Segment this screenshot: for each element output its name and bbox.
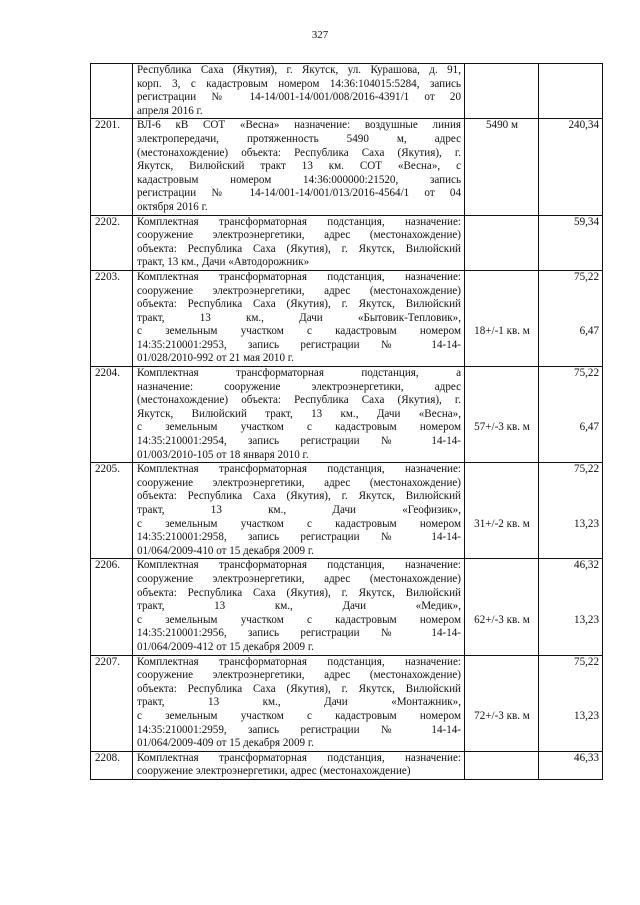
description-line: (местонахождение) объекта: Республика Саха (Якутия), г. xyxy=(137,394,461,407)
quantity-value xyxy=(469,285,535,299)
quantity-value xyxy=(469,600,535,614)
row-description xyxy=(133,215,465,270)
cost-value xyxy=(543,683,599,697)
quantity-value xyxy=(469,312,535,326)
description-line: 01/028/2010-992 от 21 мая 2010 г. xyxy=(137,352,294,365)
cost-value: 240,34 xyxy=(568,119,599,132)
cost-value: 46,32 xyxy=(574,559,599,572)
description-line: Якутск, Вилюйский тракт, 13 км., Дачи «Весна», xyxy=(137,407,461,420)
row-number: 2207. xyxy=(91,655,133,751)
table-row xyxy=(91,655,603,751)
description-line: регистрации № 14-14/001-14/001/008/2016-4391/1 от 20 xyxy=(137,91,461,104)
row-value xyxy=(539,751,603,779)
description-line: тракт, 13 км., Дачи «Бытовик-Тепловик», xyxy=(137,311,461,324)
description-line: с земельным участком с кадастровым номером xyxy=(137,517,461,530)
row-value xyxy=(539,119,603,215)
quantity-value xyxy=(469,669,535,683)
table-row xyxy=(91,751,603,779)
description-line: сооружение электроэнергетики, адрес (местонахождение) xyxy=(137,229,461,242)
row-quantity xyxy=(465,559,539,655)
row-number: 2203. xyxy=(91,270,133,366)
quantity-value: 31+/-2 кв. м xyxy=(474,517,530,530)
row-quantity xyxy=(465,751,539,779)
description-line: объекта: Республика Саха (Якутия), г. Якутск, Вилюйский xyxy=(137,682,461,695)
quantity-value xyxy=(469,490,535,504)
description-line: 01/064/2009-409 от 15 декабря 2009 г. xyxy=(137,737,314,750)
property-registry-table xyxy=(90,63,603,780)
quantity-value xyxy=(469,696,535,710)
description-line: 01/064/2009-412 от 15 декабря 2009 г. xyxy=(137,640,314,653)
row-number: 2204. xyxy=(91,367,133,463)
cost-value xyxy=(543,408,599,422)
row-description xyxy=(133,751,465,779)
cost-value xyxy=(543,285,599,299)
row-number: 2206. xyxy=(91,559,133,655)
cost-value: 59,34 xyxy=(574,215,599,228)
cost-value xyxy=(543,394,599,408)
cost-value xyxy=(543,573,599,587)
description-line: тракт, 13 км., Дачи «Автодорожник» xyxy=(137,256,310,269)
row-value xyxy=(539,559,603,655)
description-line: 14:35:210001:2956, запись регистрации № 14-14- xyxy=(137,627,461,640)
quantity-value: 72+/-3 кв. м xyxy=(474,709,530,722)
description-line: тракт, 13 км., Дачи «Монтажник», xyxy=(137,696,461,709)
row-number: 2201. xyxy=(91,119,133,215)
row-value xyxy=(539,215,603,270)
description-line: сооружение электроэнергетики, адрес (местонахождение) xyxy=(137,669,461,682)
quantity-value: 57+/-3 кв. м xyxy=(474,421,530,434)
description-line: октября 2016 г. xyxy=(137,200,208,213)
row-quantity xyxy=(465,270,539,366)
cost-value xyxy=(543,504,599,518)
description-line: 14:35:210001:2954, запись регистрации № 14-14- xyxy=(137,435,461,448)
quantity-value xyxy=(469,394,535,408)
quantity-value: 18+/-1 кв. м xyxy=(474,325,530,338)
row-value xyxy=(539,64,603,119)
description-line: объекта: Республика Саха (Якутия), г. Якутск, Вилюйский xyxy=(137,298,461,311)
description-line: корп. 3, с кадастровым номером 14:36:104015:5284, запись xyxy=(137,77,461,90)
description-line: 01/003/2010-105 от 18 января 2010 г. xyxy=(137,448,309,461)
table-row xyxy=(91,367,603,463)
row-quantity xyxy=(465,215,539,270)
row-description xyxy=(133,463,465,559)
quantity-value xyxy=(469,504,535,518)
cost-value: 46,33 xyxy=(574,751,599,764)
description-line: 14:35:210001:2959, запись регистрации № 14-14- xyxy=(137,723,461,736)
description-line: Комплектная трансформаторная подстанция, назначение: xyxy=(137,463,461,476)
description-line: Комплектная трансформаторная подстанция, назначение: xyxy=(137,215,461,228)
table-row xyxy=(91,215,603,270)
row-description xyxy=(133,655,465,751)
quantity-value xyxy=(469,559,535,573)
description-line: Комплектная трансформаторная подстанция, назначение: xyxy=(137,655,461,668)
cost-value: 13,23 xyxy=(574,517,599,530)
description-line: регистрации № 14-14/001-14/001/013/2016-4564/1 от 04 xyxy=(137,187,461,200)
description-line: с земельным участком с кадастровым номером xyxy=(137,613,461,626)
cost-value xyxy=(543,587,599,601)
table-row xyxy=(91,559,603,655)
table-row xyxy=(91,64,603,119)
cost-value: 75,22 xyxy=(574,655,599,668)
table-row xyxy=(91,270,603,366)
row-description xyxy=(133,367,465,463)
quantity-value xyxy=(469,683,535,697)
description-line: (местонахождение) объекта: Республика Саха (Якутия), г. xyxy=(137,146,461,159)
row-quantity xyxy=(465,463,539,559)
row-number: 2205. xyxy=(91,463,133,559)
description-line: сооружение электроэнергетики, адрес (местонахождение) xyxy=(137,765,411,778)
row-quantity xyxy=(465,119,539,215)
row-number: 2208. xyxy=(91,751,133,779)
quantity-value: 5490 м xyxy=(486,119,518,132)
cost-value xyxy=(543,696,599,710)
row-value xyxy=(539,463,603,559)
description-line: Комплектная трансформаторная подстанция, назначение: xyxy=(137,751,461,764)
row-value xyxy=(539,655,603,751)
description-line: с земельным участком с кадастровым номером xyxy=(137,325,461,338)
description-line: Комплектная трансформаторная подстанция, назначение: xyxy=(137,559,461,572)
description-line: объекта: Республика Саха (Якутия), г. Якутск, Вилюйский xyxy=(137,490,461,503)
description-line: апреля 2016 г. xyxy=(137,104,203,117)
cost-value xyxy=(543,600,599,614)
description-line: тракт, 13 км., Дачи «Медик», xyxy=(137,600,461,613)
cost-value: 6,47 xyxy=(579,325,599,338)
row-description xyxy=(133,64,465,119)
quantity-value xyxy=(469,477,535,491)
row-value xyxy=(539,270,603,366)
description-line: сооружение электроэнергетики, адрес (местонахождение) xyxy=(137,572,461,585)
quantity-value xyxy=(469,271,535,285)
description-line: тракт, 13 км., Дачи «Геофизик», xyxy=(137,504,461,516)
quantity-value xyxy=(469,367,535,381)
description-line: 14:35:210001:2958, запись регистрации № 14-14- xyxy=(137,531,461,544)
quantity-value: 62+/-3 кв. м xyxy=(474,613,530,626)
table-row xyxy=(91,119,603,215)
page-number: 327 xyxy=(311,29,329,41)
description-line: сооружение электроэнергетики, адрес (местонахождение) xyxy=(137,476,461,489)
cost-value xyxy=(543,298,599,312)
description-line: Комплектная трансформаторная подстанция, назначение: xyxy=(137,270,461,283)
description-line: Якутск, Вилюйский тракт 13 км. СОТ «Весна», с xyxy=(137,160,461,173)
description-line: Комплектная трансформаторная подстанция, а xyxy=(137,367,461,380)
row-value xyxy=(539,367,603,463)
description-line: 14:35:210001:2953, запись регистрации № 14-14- xyxy=(137,338,461,351)
cost-value: 13,23 xyxy=(574,709,599,722)
description-line: кадастровым номером 14:36:000000:21520, запись xyxy=(137,173,461,186)
quantity-value xyxy=(469,463,535,477)
quantity-value xyxy=(469,587,535,601)
cost-value xyxy=(543,312,599,326)
quantity-value xyxy=(469,656,535,670)
description-line: 01/064/2009-410 от 15 декабря 2009 г. xyxy=(137,544,314,557)
cost-value xyxy=(543,381,599,395)
description-line: с земельным участком с кадастровым номером xyxy=(137,421,461,434)
row-description xyxy=(133,119,465,215)
row-number: 2202. xyxy=(91,215,133,270)
description-line: электропередачи, протяженность 5490 м, адрес xyxy=(137,132,461,145)
cost-value: 6,47 xyxy=(579,421,599,434)
description-line: объекта: Республика Саха (Якутия), г. Якутск, Вилюйский xyxy=(137,586,461,599)
description-line: назначение: сооружение электроэнергетики, адрес xyxy=(137,380,461,393)
description-line: Республика Саха (Якутия), г. Якутск, ул. Курашова, д. 91, xyxy=(137,64,461,76)
row-description xyxy=(133,559,465,655)
row-number xyxy=(91,64,133,119)
cost-value: 13,23 xyxy=(574,613,599,626)
quantity-value xyxy=(469,381,535,395)
cost-value xyxy=(543,490,599,504)
cost-value: 75,22 xyxy=(574,463,599,476)
row-quantity xyxy=(465,64,539,119)
cost-value: 75,22 xyxy=(574,270,599,283)
row-description xyxy=(133,270,465,366)
quantity-value xyxy=(469,573,535,587)
quantity-value xyxy=(469,298,535,312)
cost-value xyxy=(543,669,599,683)
description-line: сооружение электроэнергетики, адрес (местонахождение) xyxy=(137,284,461,297)
row-quantity xyxy=(465,655,539,751)
cost-value: 75,22 xyxy=(574,367,599,380)
description-line: ВЛ-6 кВ СОТ «Весна» назначение: воздушные линия xyxy=(137,119,461,132)
table-row xyxy=(91,463,603,559)
cost-value xyxy=(543,477,599,491)
quantity-value xyxy=(469,408,535,422)
description-line: объекта: Республика Саха (Якутия), г. Якутск, Вилюйский xyxy=(137,242,461,255)
row-quantity xyxy=(465,367,539,463)
description-line: с земельным участком с кадастровым номером xyxy=(137,709,461,722)
